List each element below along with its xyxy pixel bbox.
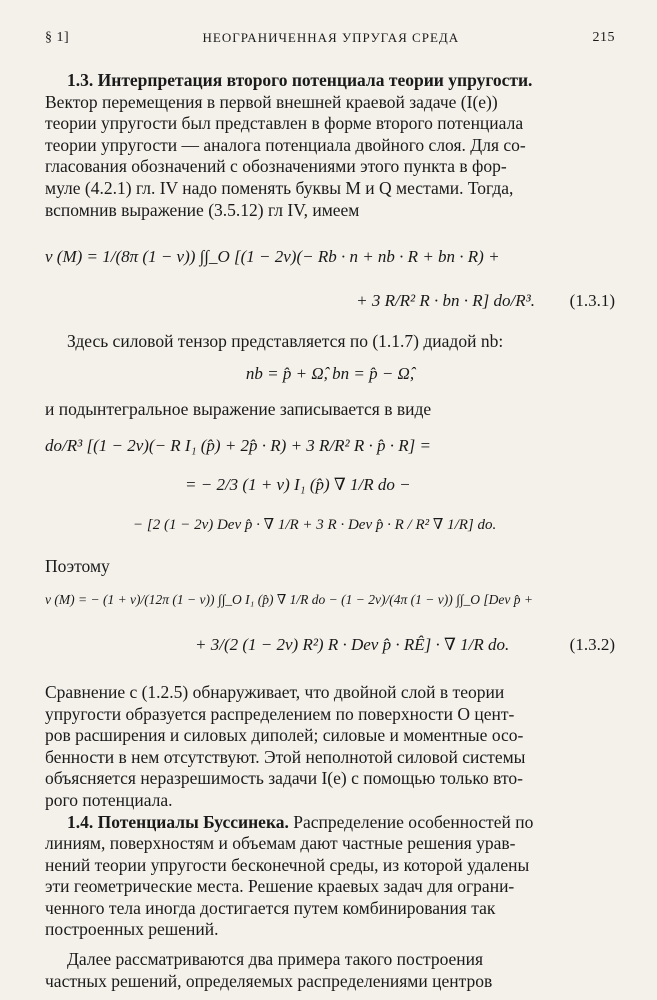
equation-1-3-2-line2: [45, 622, 615, 668]
running-title: НЕОГРАНИЧЕННАЯ УПРУГАЯ СРЕДА: [202, 30, 460, 45]
page: [45, 30, 615, 992]
s14-p2-line-0: Далее рассматриваются два примера такого построения: [67, 949, 484, 970]
para2-line-1: упругости образуется распределением по поверхности O цент-: [45, 703, 515, 724]
s14-line-2: нений теории упругости бесконечной среды, из которой удалены: [45, 854, 530, 875]
section-1-4: [45, 812, 615, 993]
paragraph-1: [45, 92, 615, 222]
para1-line-0: Вектор перемещения в первой внешней краевой задаче (I(e)): [45, 91, 498, 112]
section-1-4-first-line: [45, 812, 615, 834]
eq-1-3-2-line2: + 3/(2 (1 − 2ν) R²) R · Dev p̂ · RÊ] · ∇ 1/R do.: [195, 634, 510, 654]
eq-1-3-1-line1: v (M) = 1/(8π (1 − ν)) ∫∫_O [(1 − 2ν)(− Rb · n + nb · R + bn · R) +: [45, 247, 500, 267]
eq-1-3-2-line1: v (M) = − (1 + ν)/(12π (1 − ν)) ∫∫_O I₁ (p̂) ∇ 1/R do − (1 − 2ν)/(4π (1 − ν)) ∫∫_O [Dev p̂ +: [45, 591, 533, 607]
running-header: [45, 30, 615, 52]
eq-1-3-1-line2: + 3 R/R² R · bn · R] do/R³.: [356, 291, 535, 311]
equation-number-1-3-2: (1.3.2): [569, 634, 615, 654]
eq-dyad: nb = p̂ + Ω̂, bn = p̂ − Ω̂,: [245, 363, 415, 383]
equation-1-3-1-line2: [45, 281, 615, 321]
text-therefore: Поэтому: [45, 556, 110, 577]
para1-line-3: гласования обозначений с обозначениями этого пункта в фор-: [45, 156, 507, 177]
s14-line-5: построенных решений.: [45, 919, 219, 940]
para2-line-5: рого потенциала.: [45, 789, 173, 810]
eq-integrand-line1: do/R³ [(1 − 2ν)(− R I₁ (p̂) + 2p̂ · R) + 3 R/R² R · p̂ · R] =: [45, 436, 432, 456]
section-1-3-heading-line: [45, 70, 615, 92]
eq-integrand-line3: − [2 (1 − 2ν) Dev p̂ · ∇ 1/R + 3 R · Dev p̂ · R / R² ∇ 1/R] do.: [133, 517, 497, 534]
equation-1-3-1-line1: [45, 233, 615, 281]
para2-line-2: ров расширения и силовых диполей; силовые и моментные осо-: [45, 725, 524, 746]
equation-number-1-3-1: (1.3.1): [569, 291, 615, 311]
s14-p2-line-1: частных решений, определяемых распределениями центров: [45, 970, 493, 991]
equation-integrand-line1: [45, 426, 615, 466]
s14-line-4: ченного тела иногда достигается путем комбинирования так: [45, 897, 496, 918]
s14-line-3: эти геометрические места. Решение краевых задач для ограни-: [45, 876, 515, 897]
para1-line-5: вспомнив выражение (3.5.12) гл IV, имеем: [45, 199, 360, 220]
equation-dyad: [45, 353, 615, 395]
s14-line-0: Распределение особенностей по: [293, 811, 534, 832]
s14-line-1: линиям, поверхностям и объемам дают частные решения урав-: [45, 833, 516, 854]
para2-line-0: Сравнение с (1.2.5) обнаруживает, что двойной слой в теории: [45, 681, 505, 702]
para1-line-2: теории упругости — аналога потенциала двойного слоя. Для со-: [45, 134, 526, 155]
para2-line-3: бенности в нем отсутствуют. Этой неполнотой силовой системы: [45, 746, 526, 767]
text-integrand-intro: и подынтегральное выражение записывается в виде: [45, 398, 432, 419]
para2-line-4: объясняется неразрешимость задачи I(e) с помощью только вто-: [45, 768, 523, 789]
para1-line-4: муле (4.2.1) гл. IV надо поменять буквы M и Q местами. Тогда,: [45, 177, 514, 198]
eq-integrand-line2: = − 2/3 (1 + ν) I₁ (p̂) ∇ 1/R do −: [185, 475, 411, 495]
equation-integrand-line2: [45, 466, 615, 504]
paragraph-2: [45, 682, 615, 812]
section-1-4-heading: 1.4. Потенциалы Буссинека.: [67, 811, 289, 832]
text-dyad-intro: Здесь силовой тензор представляется по (1.1.7) диадой nb:: [67, 331, 504, 352]
equation-integrand-line3: [45, 504, 615, 546]
equation-1-3-2-line1: [45, 578, 615, 622]
section-marker: § 1]: [45, 30, 70, 45]
section-1-3-heading: 1.3. Интерпретация второго потенциала теории упругости.: [67, 70, 533, 90]
para1-line-1: теории упругости был представлен в форме второго потенциала: [45, 113, 524, 134]
page-number: 215: [592, 30, 615, 45]
